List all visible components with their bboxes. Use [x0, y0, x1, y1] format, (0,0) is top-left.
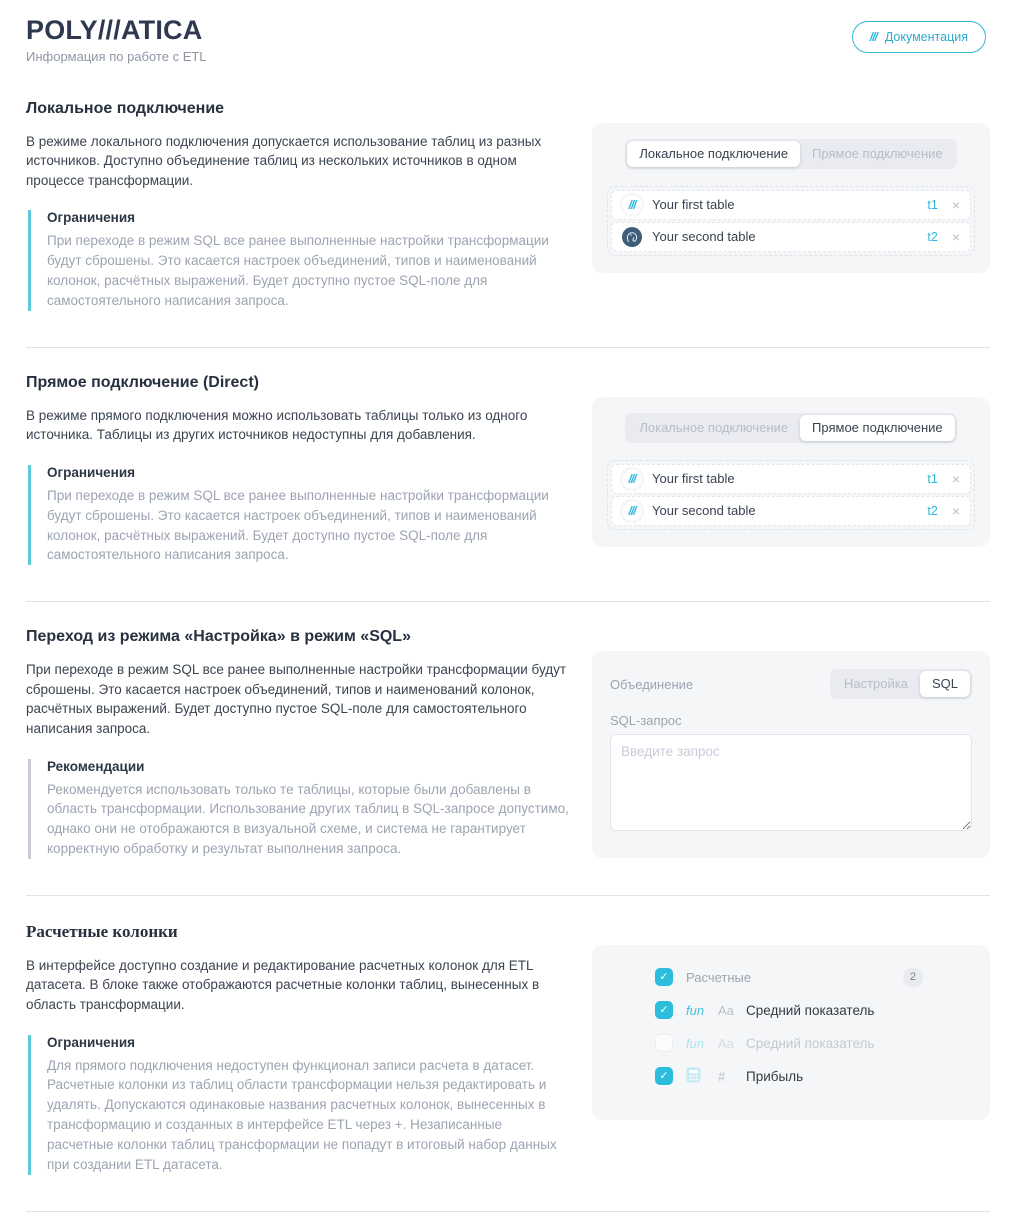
- documentation-button[interactable]: [852, 21, 986, 53]
- callout-text: При переходе в режим SQL все ранее выполненные настройки трансформации будут сброшены. Это касается настроек объединений, типов и наименований колонок, расчётных выражений. Будет доступно пустое SQL-поле для самостоятельного написания запроса.: [47, 487, 549, 563]
- documentation-button-label: Документация: [884, 30, 968, 44]
- calculator-icon: [686, 1067, 714, 1086]
- remove-table-icon[interactable]: ×: [951, 470, 960, 487]
- toggle-option-local[interactable]: Локальное подключение: [627, 141, 800, 167]
- group-checkbox[interactable]: ✓: [655, 968, 673, 986]
- toggle-option-settings[interactable]: Настройка: [843, 676, 908, 692]
- table-alias: t2: [927, 229, 938, 244]
- table-alias: t1: [927, 471, 938, 486]
- table-alias: t2: [927, 503, 938, 518]
- remove-table-icon[interactable]: ×: [951, 228, 960, 245]
- local-connection-demo-card: [592, 123, 990, 273]
- calculated-column-row: [655, 1001, 966, 1020]
- callout-title: Рекомендации: [47, 758, 145, 774]
- toggle-option-direct[interactable]: Прямое подключение: [800, 415, 955, 441]
- table-row[interactable]: [611, 190, 971, 220]
- page-subtitle: Информация по работе с ETL: [26, 48, 207, 64]
- table-row[interactable]: [611, 222, 971, 252]
- polymatica-icon: ///: [622, 195, 642, 215]
- polymatica-logo: POLY///ATICA: [26, 15, 203, 45]
- sql-query-input[interactable]: [610, 734, 972, 831]
- callout-title: Ограничения: [47, 210, 136, 226]
- column-checkbox[interactable]: ✓: [655, 1067, 673, 1085]
- callout-restrictions: [28, 1035, 572, 1175]
- text-type-icon: Aa: [718, 1035, 734, 1051]
- connection-mode-toggle: [625, 413, 956, 443]
- table-name: Your first table: [652, 197, 735, 213]
- column-checkbox[interactable]: [655, 1034, 673, 1052]
- toggle-option-sql[interactable]: SQL: [920, 671, 970, 697]
- remove-table-icon[interactable]: ×: [951, 196, 960, 213]
- section-title: Переход из режима «Настройка» в режим «SQL»: [26, 628, 411, 646]
- callout-text: Для прямого подключения недоступен функционал записи расчета в датасет. Расчетные колонки из таблиц области трансформации нельзя редактировать и удалять. Допускаются одинаковые названия расчетных колонок, вынесенных в трансформацию и созданных в интерфейсе ETL через +. Незаписанные расчетные колонки таблиц трансформации не попадут в итоговый набор данных при создании ETL датасета.: [47, 1057, 557, 1172]
- polymatica-icon: ///: [622, 501, 642, 521]
- function-icon: fun: [686, 1035, 705, 1051]
- section-calculated-columns: [26, 896, 990, 1212]
- table-row[interactable]: [611, 496, 971, 526]
- callout-restrictions: [28, 465, 572, 565]
- calculated-column-row: [655, 1067, 966, 1086]
- postgresql-icon: [622, 227, 642, 247]
- section-title: Локальное подключение: [26, 99, 225, 117]
- group-label: Расчетные: [686, 969, 752, 985]
- toggle-option-local[interactable]: Локальное подключение: [639, 419, 789, 435]
- column-name: Прибыль: [746, 1068, 804, 1084]
- connection-mode-toggle: [625, 139, 956, 169]
- table-row[interactable]: [611, 464, 971, 494]
- direct-connection-demo-card: [592, 397, 990, 547]
- callout-recommendations: [28, 759, 572, 859]
- table-list: [607, 186, 975, 256]
- column-name: Средний показатель: [746, 1002, 875, 1018]
- callout-title: Ограничения: [47, 464, 136, 480]
- table-list: [607, 460, 975, 530]
- section-title: Прямое подключение (Direct): [26, 373, 259, 391]
- brand: [26, 16, 207, 64]
- calculated-column-row-disabled: [655, 1034, 966, 1053]
- toggle-option-direct[interactable]: Прямое подключение: [812, 145, 943, 161]
- calculated-group-row: [655, 968, 923, 987]
- polymatica-icon: ///: [622, 469, 642, 489]
- callout-text: При переходе в режим SQL все ранее выполненные настройки трансформации будут сброшены. Это касается настроек объединений, типов и наименований колонок, расчётных выражений. Будет доступно пустое SQL-поле для самостоятельного написания запроса.: [47, 233, 549, 308]
- section-body: В интерфейсе доступно создание и редактирование расчетных колонок для ETL датасета. В блоке также отображаются расчетные колонки таблиц, вынесенных в область трансформации.: [26, 957, 540, 1012]
- table-alias: t1: [927, 197, 938, 212]
- sql-query-label: SQL-запрос: [610, 713, 682, 729]
- remove-table-icon[interactable]: ×: [951, 502, 960, 519]
- callout-restrictions: [28, 210, 572, 310]
- section-local-connection: [26, 74, 990, 348]
- callout-text: Рекомендуется использовать только те таблицы, которые были добавлены в область трансформации. Использование других таблиц в SQL-запросе допустимо, однако они не отображаются в визуальной схеме, и система не гарантирует корректную обработку и результат выполнения запроса.: [47, 781, 569, 857]
- section-title: Расчетные колонки: [26, 921, 178, 941]
- section-direct-connection: [26, 348, 990, 603]
- callout-title: Ограничения: [47, 1034, 136, 1050]
- table-name: Your second table: [652, 503, 756, 519]
- calculated-columns-demo-card: [592, 945, 990, 1120]
- count-badge: 2: [903, 968, 923, 986]
- sql-mode-demo-card: [592, 651, 990, 858]
- section-body: В режиме прямого подключения можно использовать таблицы только из одного источника. Таблицы из других источников недоступны для добавления.: [26, 407, 528, 443]
- settings-sql-toggle: [830, 669, 972, 699]
- polymatica-slashes-icon: ///: [869, 30, 877, 44]
- section-body: В режиме локального подключения допускается использование таблиц из разных источников. Доступно объединение таблиц из нескольких источников в одном процессе трансформации.: [26, 133, 542, 188]
- table-name: Your second table: [652, 229, 756, 245]
- column-checkbox[interactable]: ✓: [655, 1001, 673, 1019]
- table-name: Your first table: [652, 471, 735, 487]
- join-block-label: Объединение: [610, 676, 694, 692]
- column-name: Средний показатель: [746, 1035, 875, 1051]
- text-type-icon: Aa: [718, 1002, 734, 1018]
- number-type-icon: #: [718, 1068, 726, 1084]
- section-sql-mode: [26, 602, 990, 896]
- header: [26, 14, 990, 74]
- section-body: При переходе в режим SQL все ранее выполненные настройки трансформации будут сброшены. Это касается настроек объединений, типов и наименований колонок, расчётных выражений. Будет доступно пустое SQL-поле для самостоятельного написания запроса.: [26, 662, 567, 736]
- function-icon: fun: [686, 1002, 705, 1018]
